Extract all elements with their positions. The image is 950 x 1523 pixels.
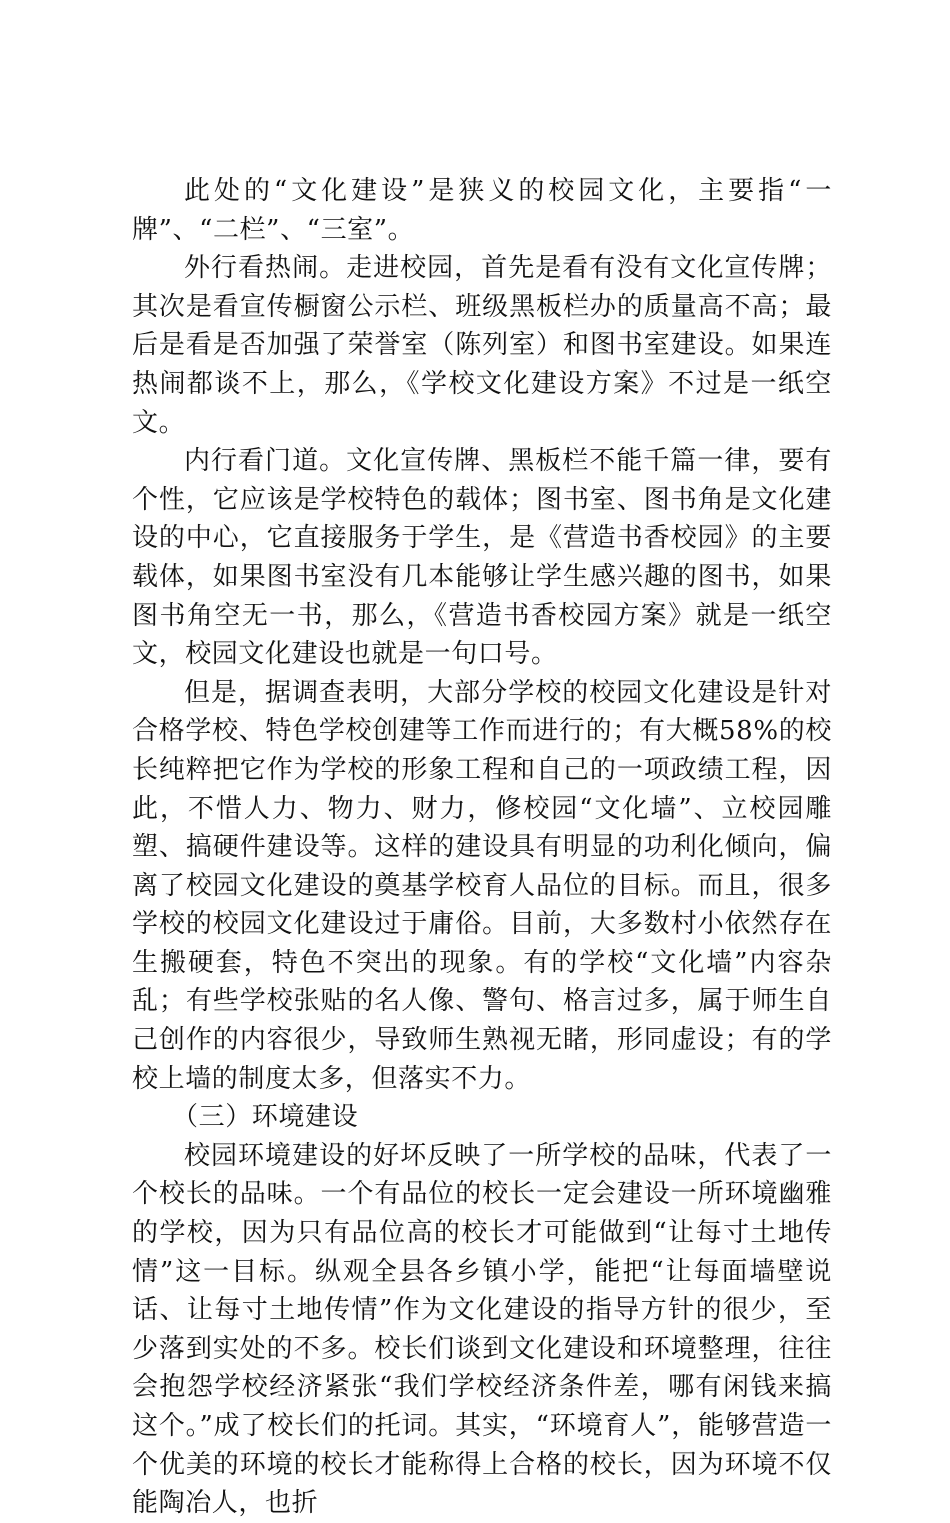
paragraph-insider-view: 内行看门道。文化宣传牌、黑板栏不能千篇一律，要有个性，它应该是学校特色的载体；图书室、图书角是文化建设的中心，它直接服务于学生，是《营造书香校园》的主要载体，如果图书室没有几本能够让学生感兴趣的图书，如果图书角空无一书，那么，《营造书香校园方案》就是一纸空文，校园文化建设也就是一句口号。 <box>132 446 832 670</box>
document-body <box>132 172 832 1523</box>
paragraph-survey-findings: 但是，据调查表明，大部分学校的校园文化建设是针对合格学校、特色学校创建等工作而进行的；有大概58%的校长纯粹把它作为学校的形象工程和自己的一项政绩工程，因此，不惜人力、物力、财力，修校园“文化墙”、立校园雕塑、搞硬件建设等。这样的建设具有明显的功利化倾向，偏离了校园文化建设的奠基学校育人品位的目标。而且，很多学校的校园文化建设过于庸俗。目前，大多数村小依然存在生搬硬套，特色不突出的现象。有的学校“文化墙”内容杂乱；有些学校张贴的名人像、警句、格言过多，属于师生自己创作的内容很少，导致师生熟视无睹，形同虚设；有的学校上墙的制度太多，但落实不力。 <box>132 677 832 1094</box>
paragraph-definition: 此处的“文化建设”是狭义的校园文化，主要指“一牌”、“二栏”、“三室”。 <box>132 176 832 245</box>
paragraph-environment: 校园环境建设的好坏反映了一所学校的品味，代表了一个校长的品味。一个有品位的校长一定会建设一所环境幽雅的学校，因为只有品位高的校长才可能做到“让每寸土地传情”这一目标。纵观全县各乡镇小学，能把“让每面墙壁说话、让每寸土地传情”作为文化建设的指导方针的很少，至少落到实处的不多。校长们谈到文化建设和环境整理，往往会抱怨学校经济紧张“我们学校经济条件差，哪有闲钱来搞这个。”成了校长们的托词。其实，“环境育人”，能够营造一个优美的环境的校长才能称得上合格的校长，因为环境不仅能陶冶人，也折 <box>132 1140 832 1519</box>
section-heading-environment: （三）环境建设 <box>172 1102 359 1133</box>
paragraph-outsider-view: 外行看热闹。走进校园，首先是看有没有文化宣传牌；其次是看宣传橱窗公示栏、班级黑板栏办的质量高不高；最后是看是否加强了荣誉室（陈列室）和图书室建设。如果连热闹都谈不上，那么，《学校文化建设方案》不过是一纸空文。 <box>132 253 832 438</box>
